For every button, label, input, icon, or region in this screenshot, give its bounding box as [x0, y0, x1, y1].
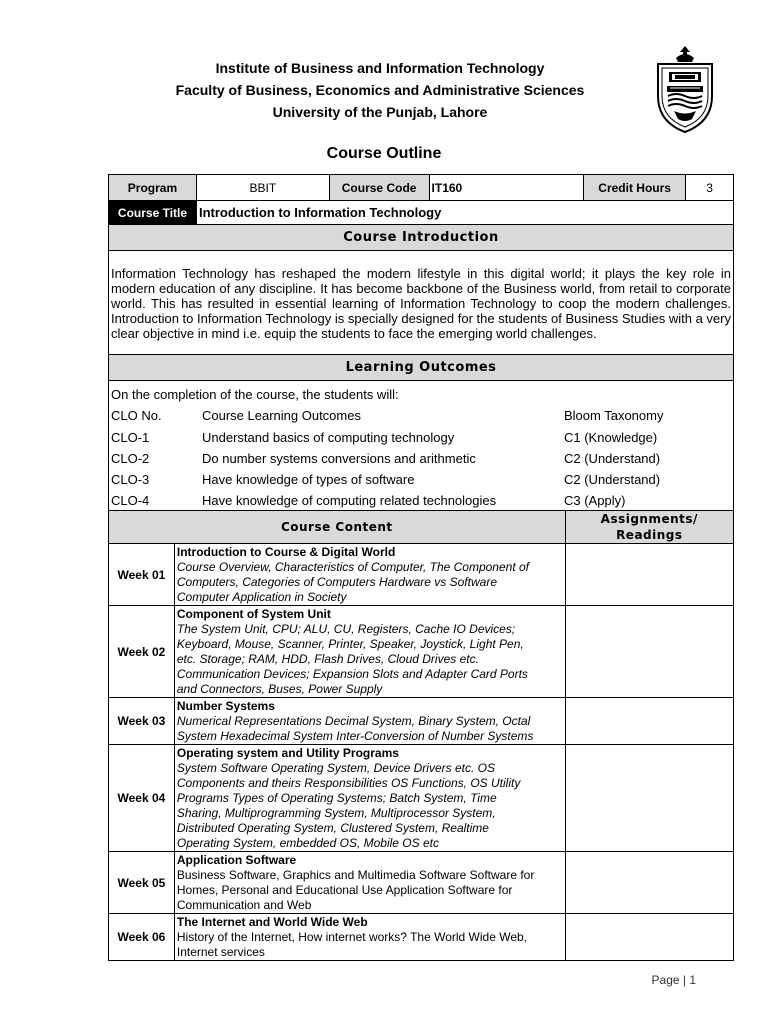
course-title-label: Course Title — [109, 201, 197, 225]
course-introduction-heading: Course Introduction — [109, 225, 734, 251]
page-number: Page | 1 — [651, 973, 696, 987]
clo-outcome: Understand basics of computing technology — [202, 429, 455, 445]
week-topic-line: Internet services — [176, 945, 265, 959]
week-topic-line: Numerical Representations Decimal System, Binary System, Octal — [176, 714, 531, 728]
document-header — [120, 57, 640, 123]
week-topic-line: Communication and Web — [176, 898, 312, 912]
clo-number: CLO-1 — [111, 429, 150, 445]
week-topics — [174, 698, 565, 745]
clo-bloom: C2 (Understand) — [564, 472, 661, 488]
week-label: Week 04 — [109, 745, 175, 852]
week-assignment-cell — [565, 698, 733, 745]
week-topic-title: Component of System Unit — [176, 607, 331, 621]
week-topic-line: Course Overview, Characteristics of Computer, The Component of — [176, 560, 530, 574]
week-topic-line: Communication Devices; Expansion Slots and Adapter Card Ports — [176, 667, 528, 681]
course-code-label: Course Code — [329, 175, 429, 201]
clo-bloom: C1 (Knowledge) — [564, 429, 658, 445]
clo-outcome: Have knowledge of computing related technologies — [202, 493, 497, 509]
week-topic-title: Introduction to Course & Digital World — [176, 545, 396, 559]
week-topic-line: Sharing, Multiprogramming System, Multiprocessor System, — [176, 806, 496, 820]
week-assignment-cell — [565, 544, 733, 606]
clo-bloom: C2 (Understand) — [564, 450, 661, 466]
learning-outcomes-body — [109, 381, 734, 515]
week-topic-line: Operating System, embedded OS, Mobile OS etc — [176, 836, 439, 850]
week-topic-line: System Hexadecimal System Inter-Conversion of Number Systems — [176, 729, 534, 743]
week-label: Week 06 — [109, 914, 175, 961]
week-topics — [174, 606, 565, 698]
outcomes-lead: On the completion of the course, the students will: — [111, 387, 399, 402]
week-topic-title: Number Systems — [176, 699, 275, 713]
course-content-heading: Course Content — [109, 511, 566, 544]
clo-row — [111, 448, 731, 469]
course-title-row — [109, 201, 734, 225]
course-info-table — [108, 174, 734, 515]
clo-outcome-header: Course Learning Outcomes — [202, 408, 361, 424]
week-row — [109, 745, 734, 852]
institute-name: Institute of Business and Information Technology — [215, 60, 545, 76]
course-introduction-text: Information Technology has reshaped the modern lifestyle in this digital world; it plays the key role in modern education of any discipline. It has become backbone of the Business world, from retail to corporate world. This has resulted in essential learning of Information Technology to coop the modern challenges. Introduction to Information Technology is specially designed for the students of Business Studies with a very clear objective in mind i.e. equip the students to face the emerging world challenges. — [109, 251, 734, 355]
week-label: Week 05 — [109, 852, 175, 914]
faculty-name: Faculty of Business, Economics and Administrative Sciences — [175, 82, 585, 98]
week-topic-title: Operating system and Utility Programs — [176, 746, 399, 760]
clo-number: CLO-3 — [111, 472, 150, 488]
program-label: Program — [109, 175, 197, 201]
clo-no-header: CLO No. — [111, 408, 162, 424]
week-topic-line: Programs Types of Operating Systems; Batch System, Time — [176, 791, 497, 805]
university-name: University of the Punjab, Lahore — [272, 104, 488, 120]
week-row — [109, 544, 734, 606]
week-topic-line: History of the Internet, How internet works? The World Wide Web, — [176, 930, 528, 944]
week-topic-line: Components and theirs Responsibilities OS Functions, OS Utility — [176, 776, 521, 790]
week-topics — [174, 745, 565, 852]
week-assignment-cell — [565, 745, 733, 852]
assignments-heading — [565, 511, 733, 544]
clo-number: CLO-2 — [111, 450, 150, 466]
course-title-value: Introduction to Information Technology — [196, 201, 733, 225]
week-label: Week 02 — [109, 606, 175, 698]
program-row — [109, 175, 734, 201]
week-assignment-cell — [565, 852, 733, 914]
week-row — [109, 914, 734, 961]
week-row — [109, 698, 734, 745]
page-title: Course Outline — [326, 145, 442, 162]
week-topics — [174, 544, 565, 606]
clo-number: CLO-4 — [111, 493, 150, 509]
week-topic-title: The Internet and World Wide Web — [176, 915, 368, 929]
course-code-value: IT160 — [429, 175, 584, 201]
university-seal-icon — [652, 44, 718, 134]
bloom-taxonomy-header: Bloom Taxonomy — [564, 408, 664, 424]
week-topic-line: Business Software, Graphics and Multimedia Software Software for — [176, 868, 535, 882]
week-topics — [174, 852, 565, 914]
week-topic-line: Keyboard, Mouse, Scanner, Printer, Speaker, Joystick, Light Pen, — [176, 637, 524, 651]
program-value: BBIT — [196, 175, 329, 201]
clo-outcome: Do number systems conversions and arithmetic — [202, 450, 476, 466]
outcomes-header-row — [111, 405, 731, 426]
clo-row — [111, 469, 731, 490]
clo-row — [111, 490, 731, 511]
credit-hours-value: 3 — [686, 175, 734, 201]
week-topic-line: System Software Operating System, Device Drivers etc. OS — [176, 761, 495, 775]
week-topic-line: and Connectors, Buses, Power Supply — [176, 682, 383, 696]
week-topic-title: Application Software — [176, 853, 297, 867]
week-assignment-cell — [565, 914, 733, 961]
week-row — [109, 852, 734, 914]
clo-bloom: C3 (Apply) — [564, 493, 626, 509]
week-topic-line: Computers, Categories of Computers Hardware vs Software — [176, 575, 497, 589]
learning-outcomes-heading: Learning Outcomes — [109, 355, 734, 381]
readings-heading-line: Readings — [616, 528, 683, 542]
week-label: Week 01 — [109, 544, 175, 606]
week-topic-line: Computer Application in Society — [176, 590, 347, 604]
week-assignment-cell — [565, 606, 733, 698]
week-topic-line: etc. Storage; RAM, HDD, Flash Drives, Cloud Drives etc. — [176, 652, 479, 666]
assignments-heading-line: Assignments/ — [600, 512, 698, 526]
credit-hours-label: Credit Hours — [584, 175, 686, 201]
week-topic-line: The System Unit, CPU; ALU, CU, Registers, Cache IO Devices; — [176, 622, 516, 636]
week-topic-line: Homes, Personal and Educational Use Application Software for — [176, 883, 513, 897]
course-content-table — [108, 510, 734, 961]
week-topic-line: Distributed Operating System, Clustered System, Realtime — [176, 821, 489, 835]
week-topics — [174, 914, 565, 961]
clo-row — [111, 427, 731, 448]
clo-outcome: Have knowledge of types of software — [202, 472, 415, 488]
week-label: Week 03 — [109, 698, 175, 745]
week-row — [109, 606, 734, 698]
